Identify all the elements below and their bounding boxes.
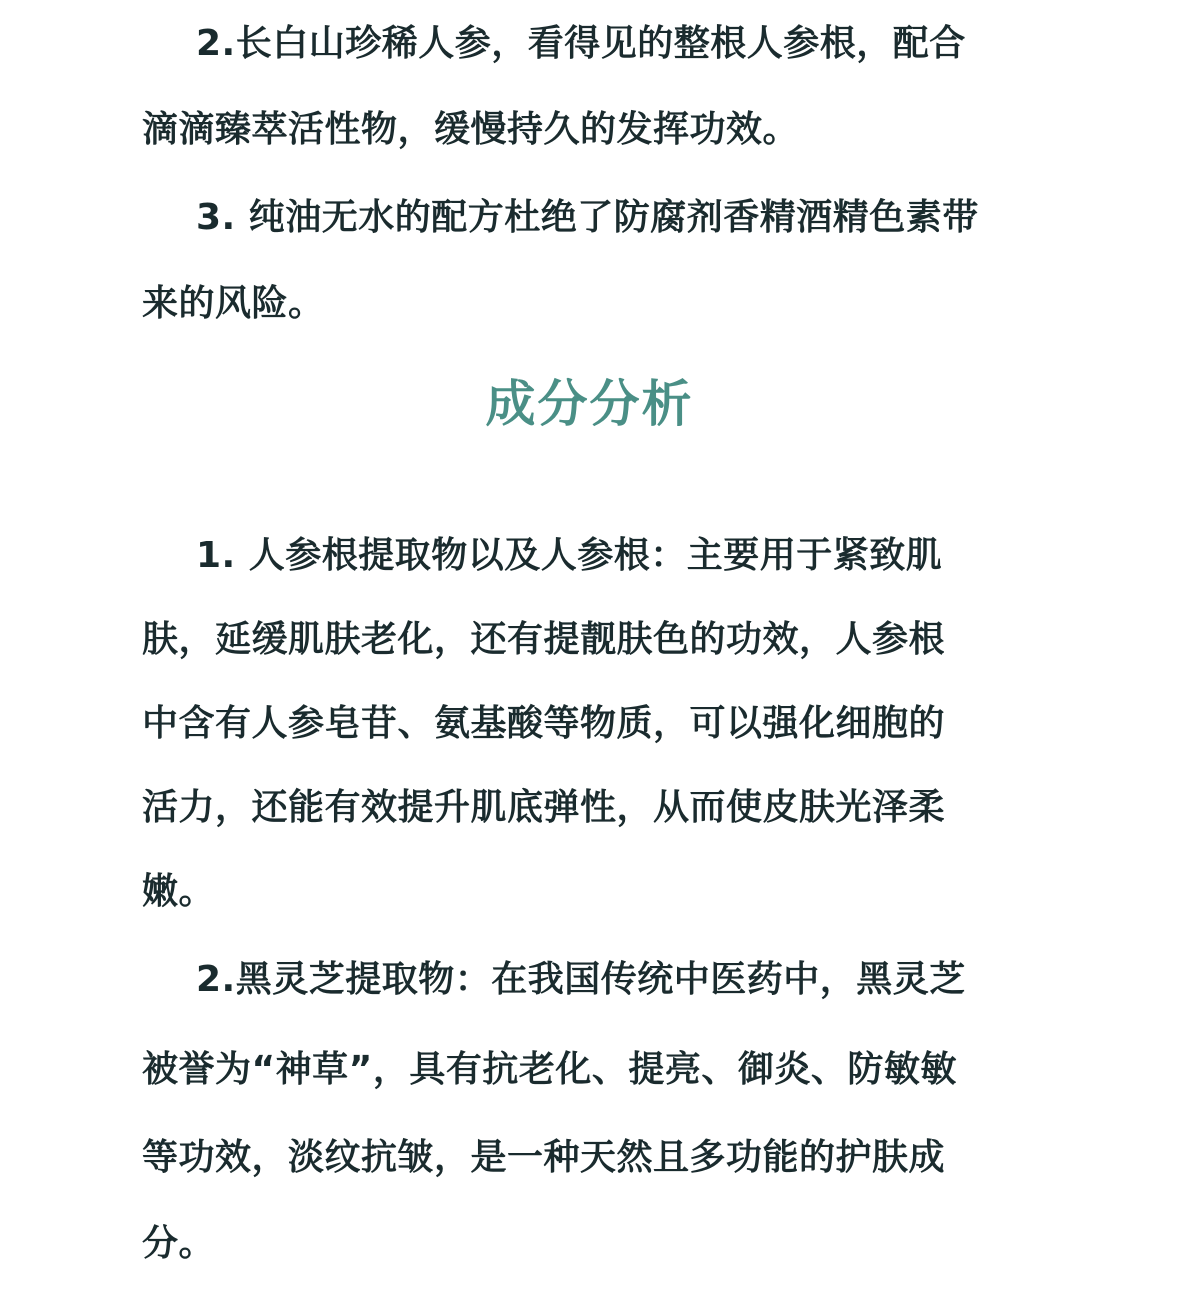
ingredient-1-line-2: 肤，延缓肌肤老化，还有提靓肤色的功效，人参根 bbox=[142, 619, 946, 660]
ingredient-2-line-1: 2.黑灵芝提取物：在我国传统中医药中，黑灵芝 bbox=[196, 959, 966, 1000]
intro-paragraph-2-line-1: 2.长白山珍稀人参，看得见的整根人参根，配合 bbox=[196, 23, 966, 64]
ingredient-1-line-4: 活力，还能有效提升肌底弹性，从而使皮肤光泽柔 bbox=[142, 787, 946, 828]
ingredient-2-line-4: 分。 bbox=[142, 1223, 216, 1264]
intro-paragraph-3-line-2: 来的风险。 bbox=[142, 283, 325, 324]
intro-paragraph-3-line-1: 3. 纯油无水的配方杜绝了防腐剂香精酒精色素带 bbox=[196, 197, 979, 238]
intro-paragraph-2-line-2: 滴滴臻萃活性物，缓慢持久的发挥功效。 bbox=[142, 109, 800, 150]
ingredient-1-line-5: 嫩。 bbox=[142, 871, 216, 912]
ingredient-1-line-1: 1. 人参根提取物以及人参根：主要用于紧致肌 bbox=[196, 535, 943, 576]
section-heading: 成分分析 bbox=[485, 375, 694, 433]
ingredient-2-line-3: 等功效，淡纹抗皱，是一种天然且多功能的护肤成 bbox=[142, 1137, 946, 1178]
ingredient-2-line-2: 被誉为“神草”，具有抗老化、提亮、御炎、防敏敏 bbox=[142, 1049, 957, 1090]
ingredient-1-line-3: 中含有人参皂苷、氨基酸等物质，可以强化细胞的 bbox=[142, 703, 946, 744]
